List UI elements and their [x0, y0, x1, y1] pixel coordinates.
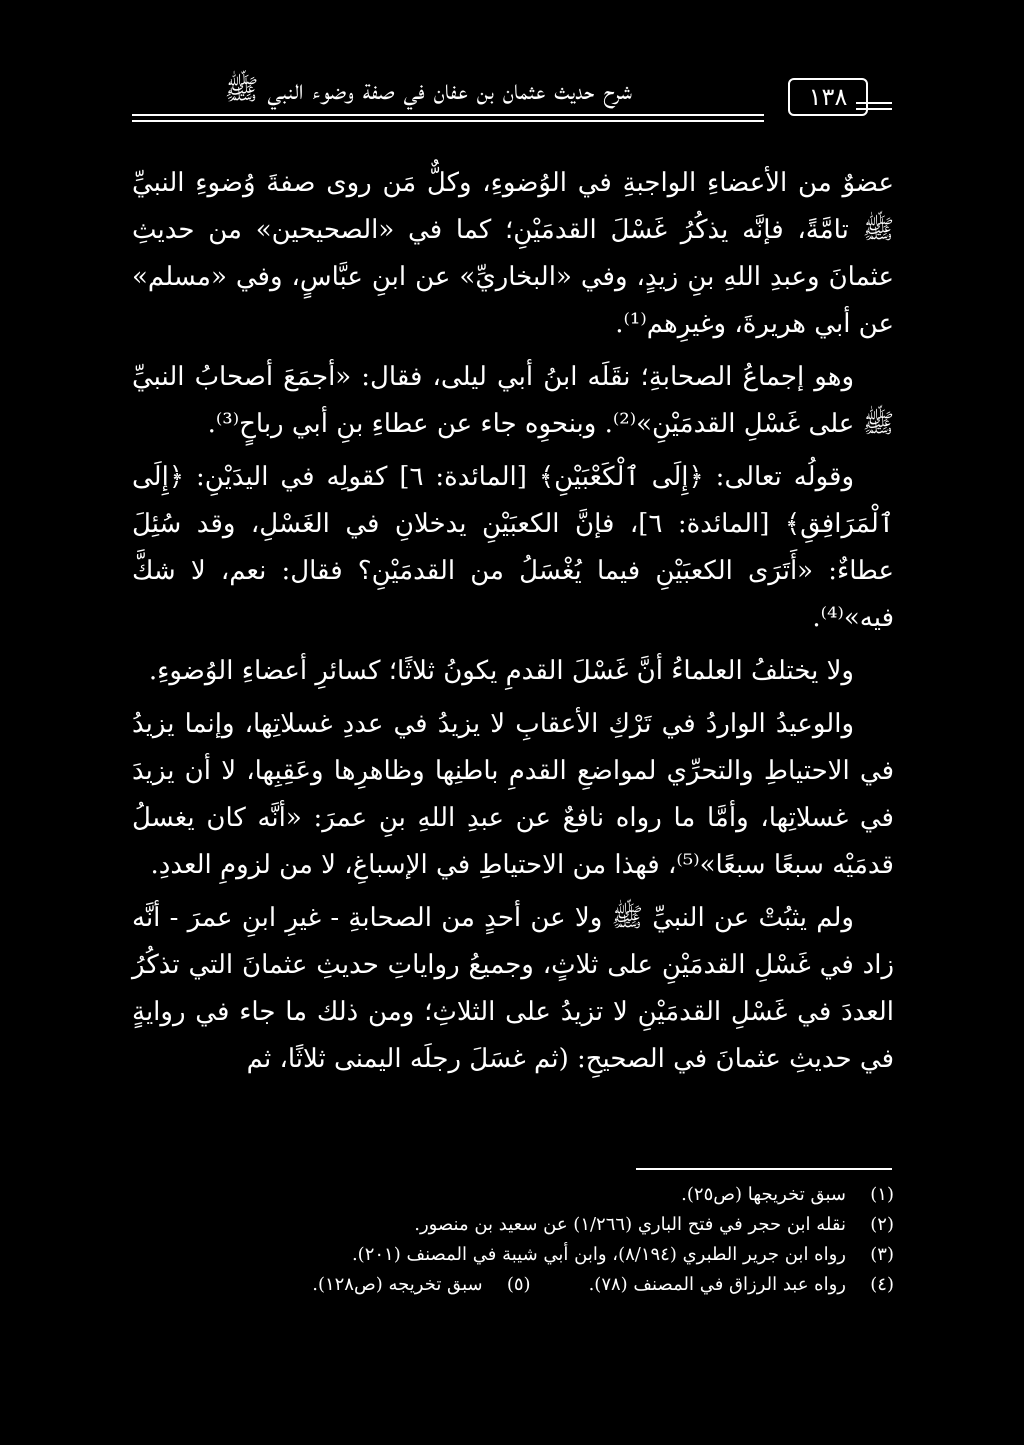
- footnote-number: (٥): [506, 1274, 531, 1295]
- footnote: [132, 1270, 894, 1300]
- paragraph: ولم يثبُتْ عن النبيِّ ﷺ ولا عن أحدٍ من الصحابةِ - غيرِ ابنِ عمرَ - أنَّه زاد في غَسْلِ القدمَيْنِ على ثلاثٍ، وجميعُ رواياتِ حديثِ عثمانَ التي تذكُرُ العددَ في غَسْلِ القدمَيْنِ لا تزيدُ على الثلاثِ؛ ومن ذلك ما جاء في روايةٍ في حديثِ عثمانَ في الصحيحِ: (ثم غسَلَ رجلَه اليمنى ثلاثًا، ثم: [132, 903, 894, 1074]
- footnote-number: (٢): [870, 1214, 894, 1235]
- footnote-number: (١): [870, 1184, 894, 1205]
- paragraph: عضوٌ من الأعضاءِ الواجبةِ في الوُضوءِ، وكلٌّ مَن روى صفةَ وُضوءِ النبيِّ ﷺ تامَّةً، فإنَّه يذكُرُ غَسْلَ القدمَيْنِ؛ كما في «الصحيحين» من حديثِ عثمانَ وعبدِ اللهِ بنِ زيدٍ، وفي «البخاريِّ» عن ابنِ عبَّاسٍ، وفي «مسلم» عن أبي هريرةَ، وغيرِهم⁽¹⁾.: [132, 168, 894, 339]
- footnote: [132, 1180, 894, 1210]
- footnotes: [132, 1180, 894, 1300]
- header-rule-top: [132, 114, 764, 116]
- page-number-frame: [768, 78, 976, 118]
- running-header: [132, 70, 892, 130]
- paragraph: ولا يختلفُ العلماءُ أنَّ غَسْلَ القدمِ يكونُ ثلاثًا؛ كسائرِ أعضاءِ الوُضوءِ.: [148, 656, 854, 686]
- footnote-text: نقله ابن حجر في فتح الباري (١/٢٦٦) عن سعيد بن منصور.: [414, 1214, 846, 1235]
- header-rule-right-bottom: [856, 108, 892, 110]
- main-text: [132, 160, 894, 1083]
- footnote-separator: [636, 1168, 892, 1170]
- page-number: ١٣٨: [788, 78, 868, 116]
- paragraph: وهو إجماعُ الصحابةِ؛ نقَلَه ابنُ أبي ليلى، فقال: «أجمَعَ أصحابُ النبيِّ ﷺ على غَسْلِ القدمَيْنِ»⁽²⁾. وبنحوِه جاء عن عطاءِ بنِ أبي رباحٍ⁽³⁾.: [132, 362, 894, 439]
- header-rule-bottom: [132, 120, 764, 122]
- footnote: [132, 1210, 894, 1240]
- footnote: [132, 1240, 894, 1270]
- paragraph: وقولُه تعالى: ﴿إِلَى ٱلْكَعْبَيْنِ﴾ [المائدة: ٦] كقولِه في اليدَيْنِ: ﴿إِلَى ٱلْمَرَافِقِ﴾ [المائدة: ٦]، فإنَّ الكعبَيْنِ يدخلانِ في الغَسْلِ، وقد سُئِلَ عطاءٌ: «أَتَرَى الكعبَيْنِ فيما يُغْسَلُ من القدمَيْنِ؟ فقال: نعم، لا شكَّ فيه»⁽⁴⁾.: [132, 462, 894, 633]
- header-rule-right-top: [856, 102, 892, 104]
- footnote-number: (٣): [870, 1244, 894, 1265]
- footnote-number: (٤): [870, 1274, 894, 1295]
- footnote-text: رواه عبد الرزاق في المصنف (٧٨).: [588, 1274, 846, 1295]
- footnote-text: رواه ابن جرير الطبري (٨/١٩٤)، وابن أبي شيبة في المصنف (٢٠١).: [351, 1244, 846, 1265]
- footnote-text: سبق تخريجها (ص٢٥).: [681, 1184, 846, 1205]
- paragraph: والوعيدُ الواردُ في تَرْكِ الأعقابِ لا يزيدُ في عددِ غسلاتِها، وإنما يزيدُ في الاحتياطِ والتحرِّي لمواضعِ القدمِ باطنِها وظاهرِها وعَقِبِها، لا أن يزيدَ في غسلاتِها، وأمَّا ما رواه نافعٌ عن عبدِ اللهِ بنِ عمرَ: «أنَّه كان يغسلُ قدمَيْه سبعًا سبعًا»⁽⁵⁾، فهذا من الاحتياطِ في الإسباغِ، لا من لزومِ العددِ.: [132, 709, 894, 880]
- footnote-text: سبق تخريجه (ص١٢٨).: [312, 1274, 483, 1295]
- header-title: شرح حديث عثمان بن عفان في صفة وضوء النبي ﷺ: [224, 73, 632, 106]
